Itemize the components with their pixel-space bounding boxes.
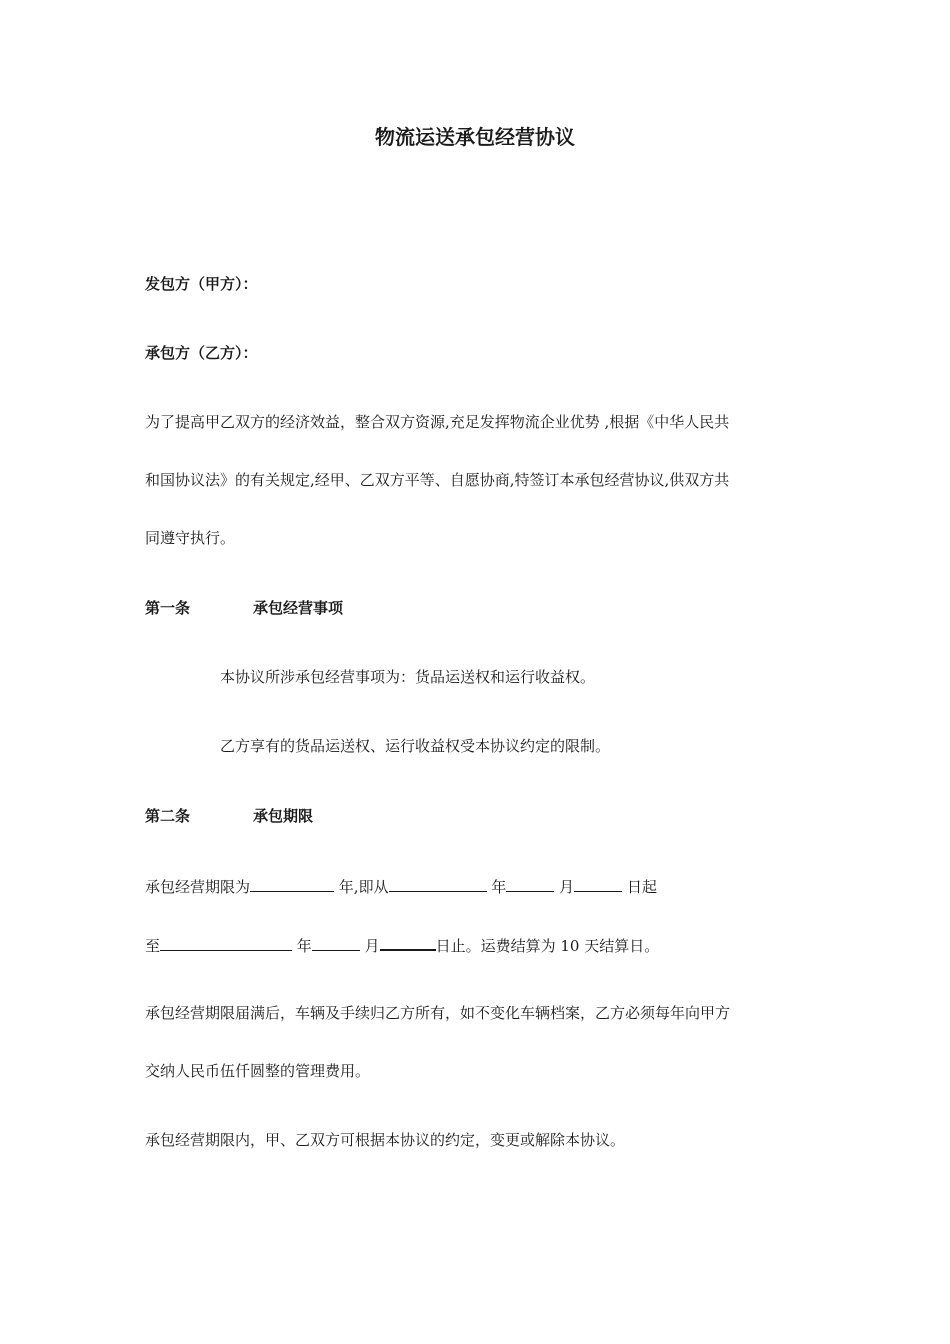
start-month-unit: 月 [559,878,575,896]
document-title: 物流运送承包经营协议 [375,125,575,149]
start-day-unit: 日起 [626,878,657,896]
expiry-line-1: 承包经营期限届满后，车辆及手续归乙方所有，如不变化车辆档案，乙方必须每年向甲方 [145,1004,731,1022]
end-month-blank[interactable] [312,935,360,951]
end-year-blank[interactable] [160,935,292,951]
end-year-unit: 年 [296,937,312,955]
end-prefix: 至 [145,937,161,955]
modification-clause: 承包经营期限内，甲、乙双方可根据本协议的约定，变更或解除本协议。 [145,1131,626,1149]
end-day-blank[interactable] [380,934,436,951]
start-day-blank[interactable] [574,876,622,892]
expiry-line-2: 交纳人民币伍仟圆整的管理费用。 [145,1062,371,1080]
preamble-line-2: 和国协议法》的有关规定,经甲、乙双方平等、自愿协商,特签订本承包经营协议,供双方共 [145,471,730,489]
party-b-label: 承包方（乙方）： [145,344,258,362]
start-year-blank[interactable] [389,876,487,892]
article-1-paragraph-2: 乙方享有的货品运送权、运行收益权受本协议约定的限制。 [220,737,611,755]
end-day-and-settlement: 日止。运费结算为 10 天结算日。 [435,937,660,955]
term-years-unit: 年,即从 [338,878,389,896]
term-line-2 [145,934,659,956]
party-a-label: 发包方（甲方）： [145,275,258,293]
article-1-paragraph-1: 本协议所涉承包经营事项为：货品运送权和运行收益权。 [220,668,596,686]
term-line-1 [145,876,657,897]
preamble-line-3: 同遵守执行。 [145,529,236,547]
preamble-line-1: 为了提高甲乙双方的经济效益，整合双方资源,充足发挥物流企业优势 ,根据《中华人民共 [145,413,730,431]
term-years-blank[interactable] [250,876,334,892]
article-2-title: 承包期限 [253,807,314,825]
start-year-unit: 年 [491,878,507,896]
start-month-blank[interactable] [506,876,554,892]
article-1-heading [145,598,343,618]
end-month-unit: 月 [364,937,380,955]
article-2-heading [145,806,313,826]
term-label: 承包经营期限为 [145,878,251,896]
article-1-title: 承包经营事项 [253,599,344,617]
article-2-number: 第二条 [145,807,191,825]
article-1-number: 第一条 [145,599,191,617]
